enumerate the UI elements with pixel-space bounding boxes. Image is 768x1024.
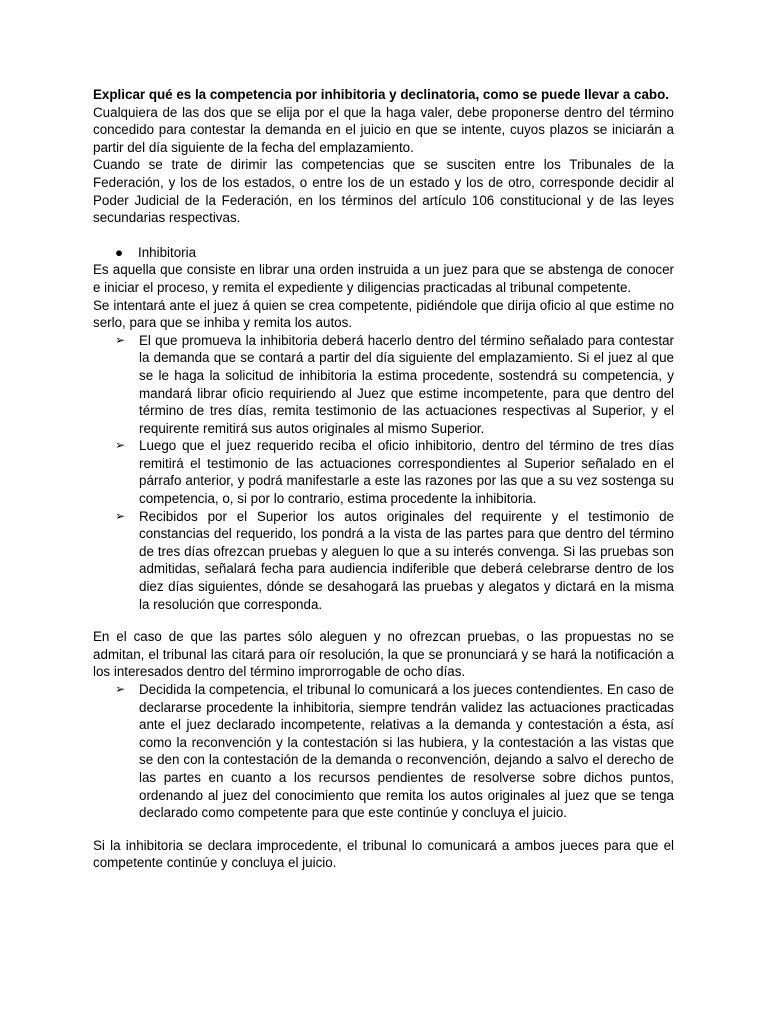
section-heading-label: Inhibitoria: [138, 244, 197, 260]
definition-paragraph: Es aquella que consiste en librar una orden instruida a un juez para que se abstenga de conocer e iniciar el proceso, y remita el expediente y diligencias practicadas al tribunal competente.: [93, 262, 674, 295]
intro-paragraph: Cualquiera de las dos que se elija por el que la haga valer, debe proponerse dentro del término concedido para contestar la demanda en el juicio en que se intente, cuyos plazos se iniciarán a partir del día siguiente de la fecha del emplazamiento.: [93, 104, 674, 155]
procedure-step-text: Decidida la competencia, el tribunal lo comunicará a los jueces contendientes. En caso de declararse procedente la inhibitoria, siempre tendrán validez las actuaciones practicadas ante el juez declarado incompetente, relativas a la demanda y contestación a ésta, así como la reconvención y la contestación si las hubiera, y la contestación a las vistas que se den con la contestación de la demanda o reconvención, dejando a salvo el derecho de las partes en cuanto a los recursos pendientes de resolverse sobre dichos puntos, ordenando al juez del conocimiento que remita los autos originales al juez que se tenga declarado como competente para que este continúe y concluya el juicio.: [139, 682, 674, 821]
procedure-step-text: Recibidos por el Superior los autos originales del requirente y el testimonio de constancias del requerido, los pondrá a la vista de las partes para que dentro del término de tres días ofrezcan pruebas y aleguen lo que a su interés convenga. Si las pruebas son admitidas, señalará fecha para audiencia indiferible que deberá celebrarse dentro de los diez días siguientes, dónde se desahogará las pruebas y alegatos y dictará en la misma la resolución que corresponda.: [139, 508, 674, 612]
closing-paragraph: Si la inhibitoria se declara improcedente, el tribunal lo comunicará a ambos jueces para que el competente continúe y concluya el juicio.: [93, 837, 674, 871]
document-page: [93, 86, 674, 872]
procedure-step: [93, 332, 674, 438]
procedure-step-text: El que promueva la inhibitoria deberá hacerlo dentro del término señalado para contestar la demanda que se contará a partir del día siguiente del emplazamiento. Si el juez al que se le haga la solicitud de inhibitoria la estima procedente, sostendrá su competencia, y mandará librar oficio requiriendo al Juez que estime incompetente, para que dentro del término de tres días, remita testimonio de las actuaciones respectivas al Superior, y el requirente remitirá sus autos originales al mismo Superior.: [139, 332, 674, 436]
intro-paragraph: Cuando se trate de dirimir las competencias que se susciten entre los Tribunales de la Federación, y los de los estados, o entre los de un estado y los de otro, corresponde decidir al Poder Judicial de la Federación, en los términos del artículo 106 constitucional y de las leyes secundarias respectivas.: [93, 157, 674, 226]
final-step-list: [93, 681, 674, 822]
procedure-step: [93, 681, 674, 822]
arrow-bullet-icon: ➢: [115, 438, 126, 453]
procedure-step-text: Luego que el juez requerido reciba el oficio inhibitorio, dentro del término de tres días remitirá el testimonio de las actuaciones correspondientes al Superior señalado en el párrafo anterior, y podrá manifestarle a este las razones por las que a su vez sostenga su competencia, o, si por lo contrario, estima procedente la inhibitoria.: [139, 438, 674, 507]
definition-paragraph: Se intentará ante el juez á quien se crea competente, pidiéndole que dirija oficio al que estime no serlo, para que se inhiba y remita los autos.: [93, 297, 674, 331]
arrow-bullet-icon: ➢: [115, 508, 126, 523]
procedure-steps-list: [93, 332, 674, 614]
bullet-dot-icon: ●: [115, 244, 124, 260]
middle-paragraph: En el caso de que las partes sólo aleguen y no ofrezcan pruebas, o las propuestas no se admitan, el tribunal las citará para oír resolución, la que se pronunciará y se hará la notificación a los interesados dentro del término improrrogable de ocho días.: [93, 629, 674, 680]
procedure-step: [93, 437, 674, 507]
section-heading-inhibitoria: [93, 244, 674, 262]
procedure-step: [93, 508, 674, 614]
arrow-bullet-icon: ➢: [115, 682, 126, 696]
arrow-bullet-icon: ➢: [115, 332, 126, 347]
document-title: Explicar qué es la competencia por inhibitoria y declinatoria, como se puede llevar a cabo.: [93, 87, 669, 102]
